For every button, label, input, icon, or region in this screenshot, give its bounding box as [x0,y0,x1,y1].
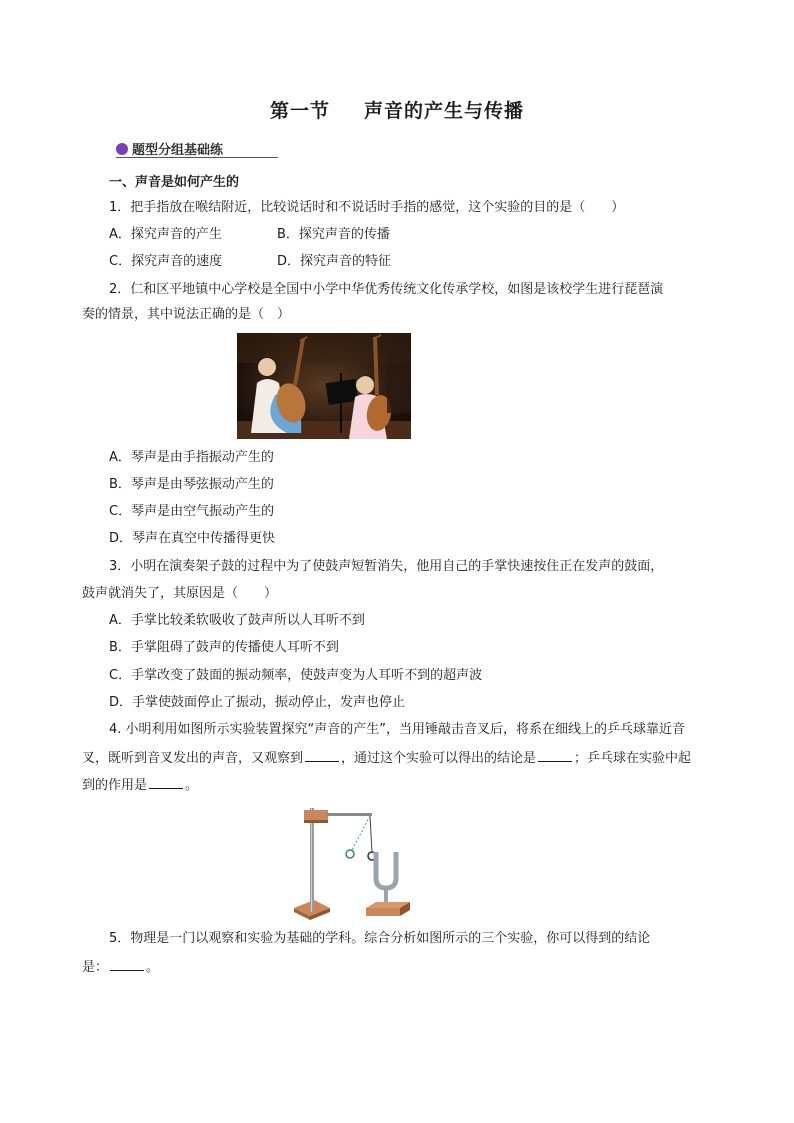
q4-line3-part2: 。 [185,778,199,793]
q1-option-a: A．探究声音的产生 [109,227,222,242]
q3-stem-line1: 3．小明在演奏架子鼓的过程中为了使鼓声短暂消失，他用自己的手掌快速按住正在发声的鼓面， [109,559,664,574]
q1-stem: 1．把手指放在喉结附近，比较说话时和不说话时手指的感觉，这个实验的目的是（ ） [109,200,625,215]
exercise-badge [116,139,223,158]
pipa-performance-photo [237,333,411,439]
q4-blank-3[interactable] [149,776,183,789]
q4-line2 [82,749,691,768]
badge-underline [116,157,278,158]
q3-option-c: C．手掌改变了鼓面的振动频率，使鼓声变为人耳听不到的超声波 [109,668,483,683]
q5-line1: 5．物理是一门以观察和实验为基础的学科。综合分析如图所示的三个实验，你可以得到的结论 [109,931,651,946]
q2-option-b: B．琴声是由琴弦振动产生的 [109,477,274,492]
section-heading: 一、声音是如何产生的 [109,175,240,190]
q2-stem-line1: 2．仁和区平地镇中心学校是全国中小学中华优秀传统文化传承学校，如图是该校学生进行琵琶演 [109,282,664,297]
badge-label: 题型分组基础练 [132,143,224,158]
q4-line3 [82,776,198,795]
q5-line2-part1: 是： [82,960,109,975]
q2-option-d: D．琴声在真空中传播得更快 [109,531,276,546]
q3-option-b: B．手掌阻碍了鼓声的传播使人耳听不到 [109,640,339,655]
q5-line2-part2: 。 [146,960,160,975]
q3-option-d: D．手掌使鼓面停止了振动，振动停止，发声也停止 [109,695,406,710]
title-section-number: 第一节 [269,100,330,122]
q3-option-a: A．手掌比较柔软吸收了鼓声所以人耳听不到 [109,613,365,628]
q2-option-c: C．琴声是由空气振动产生的 [109,504,275,519]
q5-blank-1[interactable] [110,958,144,971]
purple-dot-icon [116,143,128,155]
q1-option-b: B．探究声音的传播 [277,227,390,242]
q4-blank-2[interactable] [538,749,572,762]
page-title [0,96,794,123]
q4-line2-part2: ，通过这个实验可以得出的结论是 [341,751,537,766]
q4-line2-part1: 叉，既听到音叉发出的声音，又观察到 [82,751,304,766]
q4-blank-1[interactable] [305,749,339,762]
q4-line1: 4. 小明利用如图所示实验装置探究“声音的产生”，当用锤敲击音叉后，将系在细线上的乒乓球靠近音 [109,722,686,737]
q4-line2-part3: ；乒乓球在实验中起 [574,751,692,766]
q1-option-c: C．探究声音的速度 [109,254,223,269]
tuning-fork-apparatus-diagram [290,800,440,922]
q2-option-a: A．琴声是由手指振动产生的 [109,450,274,465]
q3-stem-line2: 鼓声就消失了，其原因是（ ） [82,586,278,601]
q2-stem-line2: 奏的情景，其中说法正确的是（ ） [82,307,291,322]
q4-line3-part1: 到的作用是 [82,778,148,793]
title-topic: 声音的产生与传播 [364,100,525,122]
q5-line2 [82,958,159,977]
q1-option-d: D．探究声音的特征 [277,254,392,269]
